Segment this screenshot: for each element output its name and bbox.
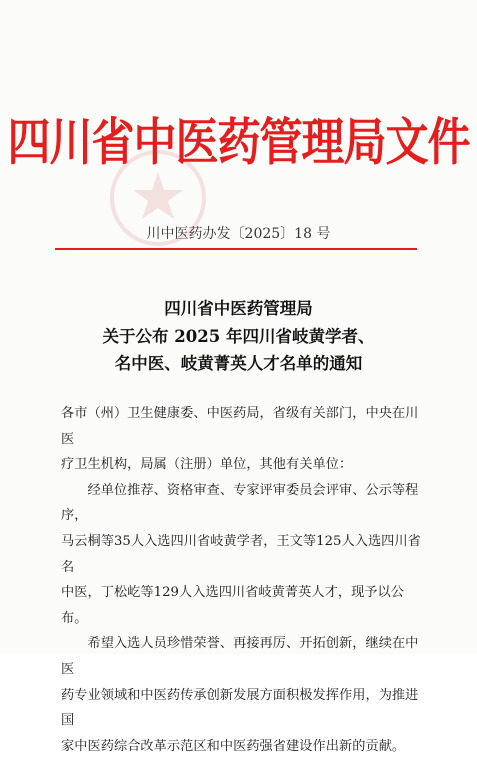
body-paragraph-2: 希望入选人员珍惜荣誉、再接再厉、开拓创新，继续在中医 药专业领域和中医药传承创新发展方面积极发挥作用，为推进国 家中医药综合改革示范区和中医药强省建设作出新的贡献。	[61, 636, 419, 754]
document-header-title: 四川省中医药管理局文件	[7, 113, 470, 173]
notice-title-line: 名中医、岐黄菁英人才名单的通知	[114, 354, 363, 373]
salutation: 各市（州）卫生健康委、中医药局，省级有关部门，中央在川医 疗卫生机构，局属（注册）单位，其他有关单位：	[61, 406, 419, 473]
header-divider	[55, 248, 417, 250]
notice-title	[0, 295, 477, 378]
notice-body	[61, 401, 421, 759]
notice-title-line: 关于公布 2025 年四川省岐黄学者、	[102, 326, 375, 346]
body-paragraph-1: 经单位推荐、资格审查、专家评审委员会评审、公示等程序， 马云桐等35人入选四川省岐黄学者，王文等125人入选四川省名 中医，丁松屹等129人入选四川省岐黄菁英人才，现予以公布。	[61, 482, 421, 626]
document-number: 川中医药办发〔2025〕18 号	[146, 226, 331, 242]
notice-title-line: 四川省中医药管理局	[164, 299, 313, 318]
